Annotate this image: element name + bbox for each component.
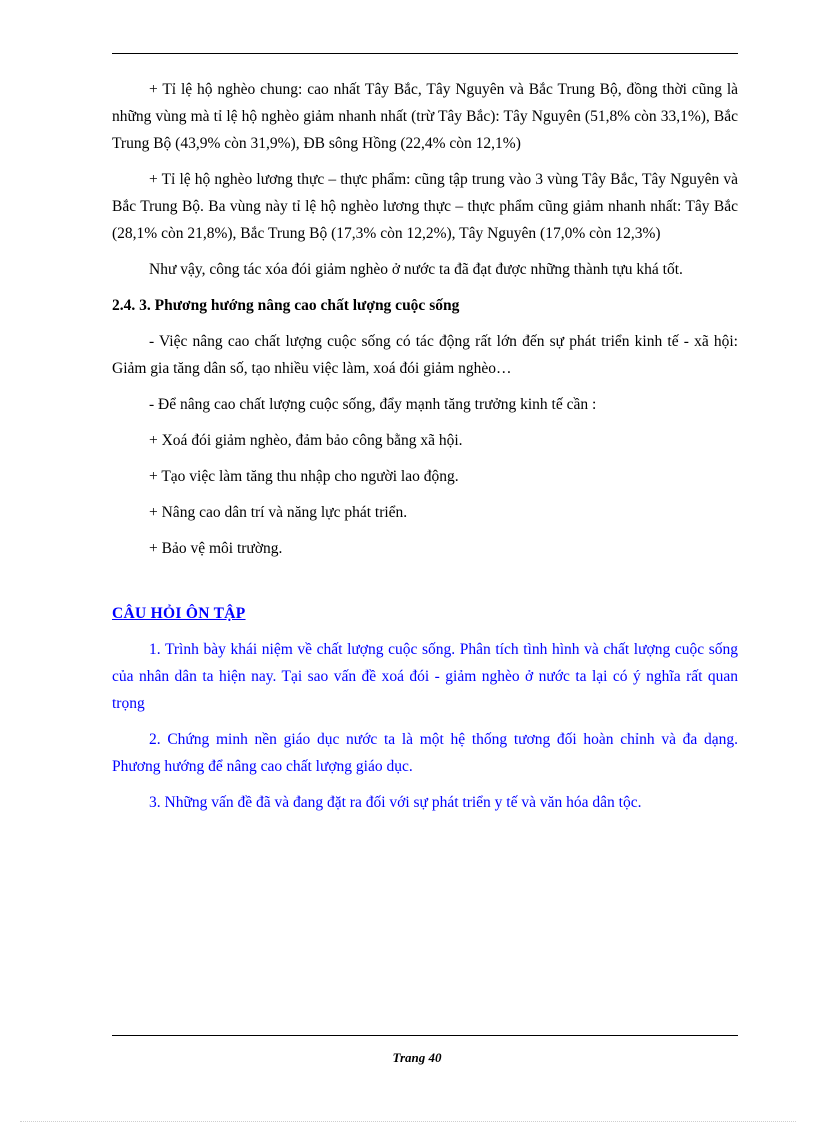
poverty-rate-general: + Tỉ lệ hộ nghèo chung: cao nhất Tây Bắc, Tây Nguyên và Bắc Trung Bộ, đồng thời cũng là những vùng mà tỉ lệ hộ nghèo giảm nhanh nhất (trừ Tây Bắc): Tây Nguyên (51,8% còn 33,1%), Bắc Trung Bộ (43,9% còn 31,9%), ĐB sông Hồng (22,4% còn 12,1%) — [112, 81, 738, 152]
conclusion-paragraph: Như vậy, công tác xóa đói giảm nghèo ở nước ta đã đạt được những thành tựu khá tốt. — [149, 261, 683, 278]
review-question: 2. Chứng minh nền giáo dục nước ta là một hệ thống tương đối hoàn chỉnh và đa dạng. Phương hướng để nâng cao chất lượng giáo dục. — [112, 731, 738, 775]
review-question: 3. Những vấn đề đã và đang đặt ra đối với sự phát triển y tế và văn hóa dân tộc. — [149, 794, 642, 811]
footer-rule — [112, 1035, 738, 1036]
list-item: + Nâng cao dân trí và năng lực phát triển. — [149, 504, 408, 521]
page-edge-divider — [20, 1121, 796, 1122]
review-question: 1. Trình bày khái niệm về chất lượng cuộc sống. Phân tích tình hình và chất lượng cuộc sống của nhân dân ta hiện nay. Tại sao vấn đề xoá đói - giảm nghèo ở nước ta lại có ý nghĩa rất quan trọng — [112, 641, 738, 712]
list-item: + Tạo việc làm tăng thu nhập cho người lao động. — [149, 468, 459, 485]
poverty-rate-food: + Tỉ lệ hộ nghèo lương thực – thực phẩm: cũng tập trung vào 3 vùng Tây Bắc, Tây Nguyên và Bắc Trung Bộ. Ba vùng này tỉ lệ hộ nghèo lương thực – thực phẩm cũng giảm nhanh nhất: Tây Bắc (28,1% còn 21,8%), Bắc Trung Bộ (17,3% còn 12,2%), Tây Nguyên (17,0% còn 12,3%) — [112, 171, 738, 242]
section-lead: - Để nâng cao chất lượng cuộc sống, đẩy mạnh tăng trưởng kinh tế cần : — [149, 396, 597, 413]
section-intro: - Việc nâng cao chất lượng cuộc sống có tác động rất lớn đến sự phát triển kinh tế - xã hội: Giảm gia tăng dân số, tạo nhiều việc làm, xoá đói giảm nghèo… — [112, 333, 738, 377]
list-item: + Bảo vệ môi trường. — [149, 540, 283, 557]
header-rule — [112, 53, 738, 54]
page-number: Trang 40 — [392, 1050, 442, 1065]
review-questions-title: CÂU HỎI ÔN TẬP — [112, 605, 246, 622]
list-item: + Xoá đói giảm nghèo, đảm bảo công bằng xã hội. — [149, 432, 463, 449]
section-heading: 2.4. 3. Phương hướng nâng cao chất lượng cuộc sống — [112, 297, 460, 314]
page-content — [112, 76, 738, 825]
